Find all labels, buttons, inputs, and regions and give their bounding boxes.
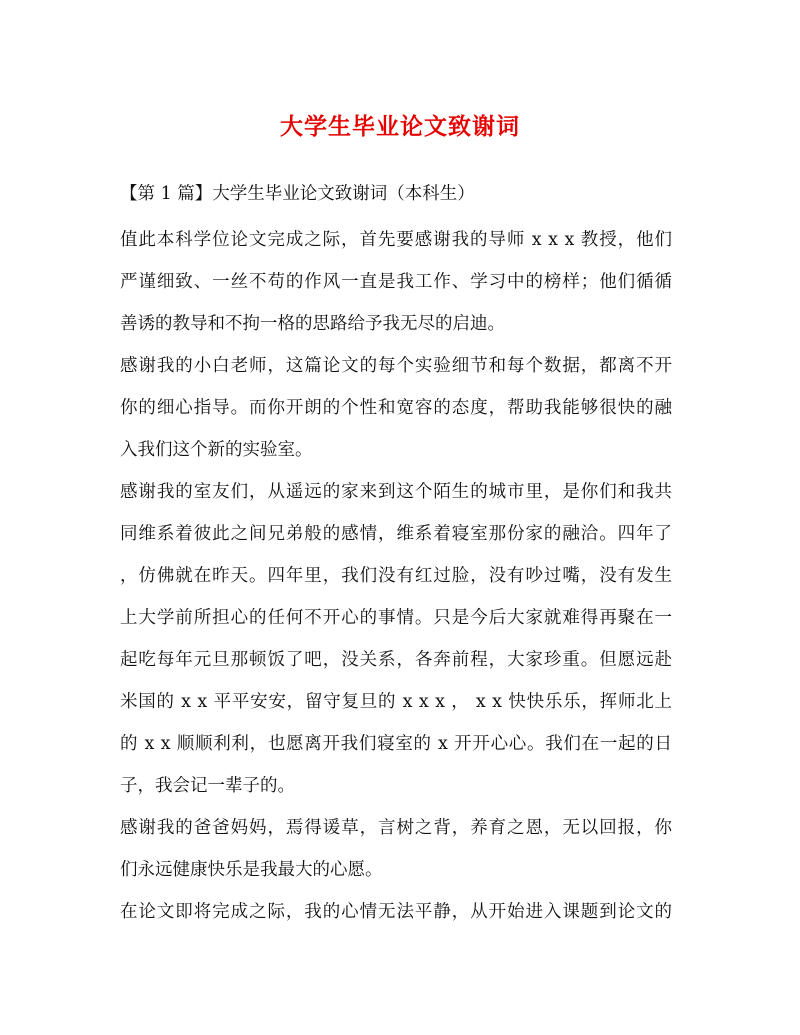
body-line: 们永远健康快乐是我最大的心愿。 <box>120 860 383 880</box>
body-line: 感谢我的室友们，从遥远的家来到这个陌生的城市里，是你们和我共 <box>120 482 672 502</box>
section-heading: 【第 1 篇】大学生毕业论文致谢词（本科生） <box>120 184 475 204</box>
body-line: 感谢我的小白老师，这篇论文的每个实验细节和每个数据，都离不开 <box>120 356 672 376</box>
body-line: 起吃每年元旦那顿饭了吧，没关系，各奔前程，大家珍重。但愿远赴 <box>120 650 672 670</box>
body-line: 严谨细致、一丝不苟的作风一直是我工作、学习中的榜样；他们循循 <box>120 272 672 292</box>
body-line: 在论文即将完成之际，我的心情无法平静，从开始进入课题到论文的 <box>120 902 672 922</box>
body-line: 善诱的教导和不拘一格的思路给予我无尽的启迪。 <box>120 314 505 334</box>
body-line: 同维系着彼此之间兄弟般的感情，维系着寝室那份家的融洽。四年了 <box>120 524 672 544</box>
body-line: 的 x x 顺顺利利，也愿离开我们寝室的 x 开开心心。我们在一起的日 <box>120 734 672 754</box>
body-line: 子，我会记一辈子的。 <box>120 776 295 796</box>
body-line: ，仿佛就在昨天。四年里，我们没有红过脸，没有吵过嘴，没有发生 <box>120 566 672 586</box>
body-line: 感谢我的爸爸妈妈，焉得谖草，言树之背，养育之恩，无以回报，你 <box>120 818 672 838</box>
document-title: 大学生毕业论文致谢词 <box>280 113 520 140</box>
body-line: 你的细心指导。而你开朗的个性和宽容的态度，帮助我能够很快的融 <box>120 398 672 418</box>
body-line: 入我们这个新的实验室。 <box>120 440 313 460</box>
body-line: 上大学前所担心的任何不开心的事情。只是今后大家就难得再聚在一 <box>120 608 672 628</box>
body-line: 米国的 x x 平平安安，留守复旦的 x x x ， x x 快快乐乐，挥师北上 <box>120 692 672 712</box>
body-line: 值此本科学位论文完成之际，首先要感谢我的导师 x x x 教授，他们 <box>120 230 672 250</box>
